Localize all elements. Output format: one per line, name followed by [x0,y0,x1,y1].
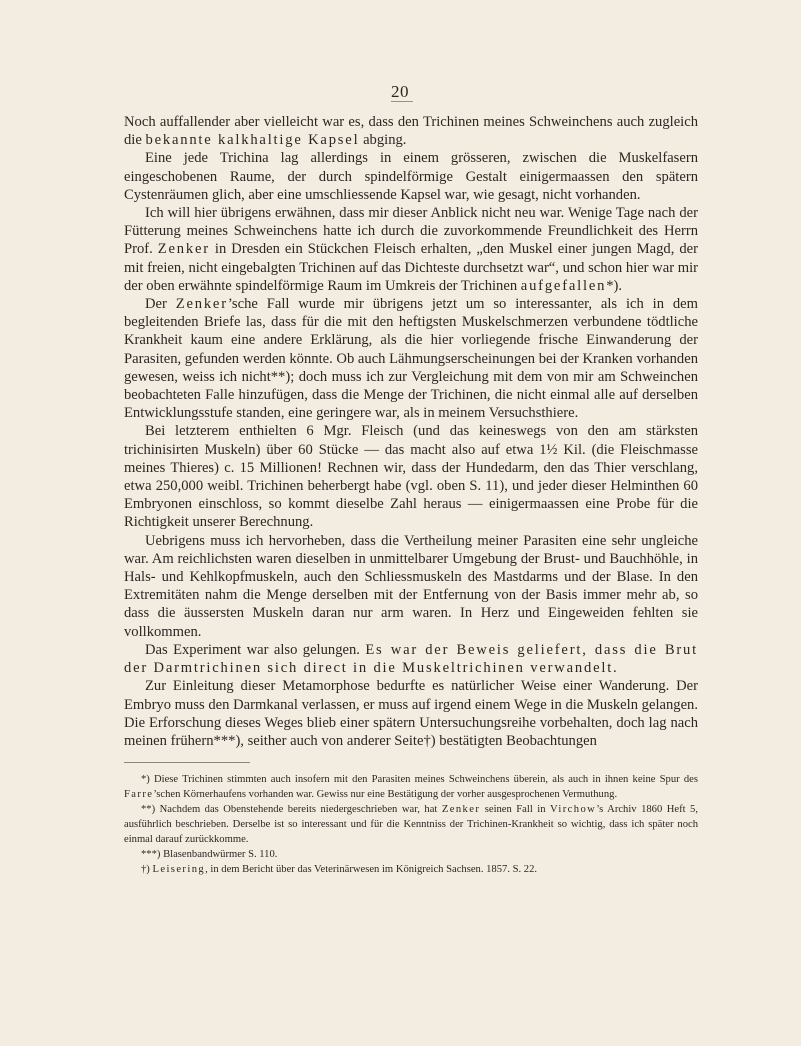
footnote [124,802,698,847]
footnote-spaced-text: Leisering [152,864,206,875]
footnote-text: ’schen Körnerhaufens vorhanden war. Gewiss nur eine Bestätigung der vorher ausgesprochenen Vermuthung. [153,789,618,800]
body-text [124,113,698,750]
footnote-spaced-text: Virchow [549,804,597,815]
paragraph-spaced-text: Zenker [157,241,210,258]
footnote-text: ***) Blasenbandwürmer S. 110. [141,849,278,860]
paragraph [124,532,698,641]
page-number-underline [391,101,413,102]
paragraph-spaced-text: aufgefallen [520,277,607,294]
paragraph [124,149,698,204]
footnote [124,772,698,802]
footnote-text: **) Nachdem das Obenstehende bereits niedergeschrieben war, hat [141,804,442,815]
footnote-text: *) Diese Trichinen stimmten auch insofern mit den Parasiten meines Schweinchens überein, als auch in ihnen keine Spur des [141,774,698,785]
page-number: 20 [391,82,409,101]
footnotes [124,772,698,877]
footnote-text: , in dem Bericht über das Veterinärwesen im Königreich Sachsen. 1857. S. 22. [205,864,538,875]
footnote-separator [124,762,250,763]
paragraph-text: Ich will hier übrigens erwähnen, dass mir dieser Anblick nicht neu war. Wenige Tage nach der Fütterung meines Schweinchens hatte ich durch die zuvorkommende Freundlichkeit des Herrn Prof. [124,205,698,258]
paragraph-text: Noch auffallender aber vielleicht war es, dass den Trichinen meines Schweinchens auch zugleich die [124,114,698,149]
paragraph [124,204,698,295]
paragraph-text: Uebrigens muss ich hervorheben, dass die Vertheilung meiner Parasiten eine sehr ungleiche war. Am reichlichsten waren dieselben in unmittelbarer Umgebung der Brust- und Bauchhöhle, in Hals- und Kehlkopfmuskeln, auch den Schliessmuskeln des Mastdarms und der Blase. In den Extremitäten nahm die Menge derselben mit der Entfernung von der Basis immer mehr ab, so dass die äussersten Muskeln daran nur arm waren. In Herz und Eingeweiden fehlten sie vollkommen. [124,532,698,640]
footnote-spaced-text: Zenker [441,804,481,815]
paragraph [124,422,698,531]
paragraph [124,641,698,677]
paragraph-text: Zur Einleitung dieser Metamorphose bedurfte es natürlicher Weise einer Wanderung. Der Embryo muss den Darmkanal verlassen, er muss auf irgend einem Wege in die Muskeln gelangen. Die Erforschung dieses Weges blieb einer spätern Untersuchungsreihe vorbehalten, doch lag nach meinen frühern***), seither auch von anderer Seite†) bestätigten Beobachtungen [124,678,698,749]
footnote-spaced-text: Farre [124,789,154,800]
paragraph-text: *). [606,277,623,294]
paragraph [124,113,698,149]
paragraph-text: Bei letzterem enthielten 6 Mgr. Fleisch (und das keineswegs von den am stärksten trichinisirten Muskeln) über 60 Stücke — das macht also auf etwa 1½ Kil. (die Fleischmasse meines Thieres) c. 15 Millionen! Rechnen wir, dass der Hundedarm, den das Thier verschlang, etwa 250,000 weibl. Trichinen beherbergt habe (vgl. oben S. 11), und jeder dieser Helminthen 60 Embryonen einschloss, so kommt dieselbe Zahl heraus — einigermaassen eine Probe für die Richtigkeit unserer Berechnung. [124,423,698,531]
paragraph-text: Eine jede Trichina lag allerdings in einem grösseren, zwischen die Muskelfasern eingeschobenen Raume, der durch spindelförmige Gestalt einigermaassen den spätern Cystenräumen glich, aber eine umschliessende Kapsel war, wie gesagt, nicht vorhanden. [124,150,698,203]
footnote [124,847,698,862]
paragraph-text: ’sche Fall wurde mir übrigens jetzt um so interessanter, als ich in dem begleitenden Briefe las, dass für die mit den heftigsten Muskelschmerzen verbundene tödtliche Krankheit kaum eine andere Erklärung, als die hier vorliegende frische Einwanderung der Parasiten, gefunden werden könnte. Ob auch Lähmungserscheinungen bei der Kranken vorhanden gewesen, weiss ich nicht**); doch muss ich zur Vergleichung mit dem von mir am Schweinchen beobachteten Falle hinzufügen, dass die Menge der Trichinen, die nicht einmal alle auf derselben Entwicklungsstufe standen, eine geringere war, als in meinem Versuchsthiere. [124,296,698,422]
paragraph-text: abging. [359,132,407,149]
paragraph [124,677,698,750]
paragraph-spaced-text: Zenker [175,296,228,313]
paragraph [124,295,698,422]
paragraph-text: in Dresden ein Stückchen Fleisch erhalten, „den Muskel einer jungen Magd, der mit freien, nicht eingebalgten Trichinen auf das Dichteste durchsetzt war“, und schon hier war mir der oben erwähnte spindelförmige Raum im Umkreis der Trichinen [124,241,698,294]
paragraph-text: Der [145,296,176,313]
footnote-text: †) [141,864,153,875]
footnote-text: ’s Archiv 1860 Heft 5, ausführlich beschrieben. Derselbe ist so interessant und für die Kenntniss der Trichinen-Krankheit so wichtig, dass ich später noch einmal darauf zurückkomme. [124,804,698,845]
footnote [124,862,698,877]
paragraph-spaced-text: Es war der Beweis geliefert, dass die Brut der Darmtrichinen sich direct in die Muskeltrichinen verwandelt. [124,641,698,677]
footnote-text: seinen Fall in [480,804,550,815]
paragraph-text: Das Experiment war also gelungen. [145,641,366,658]
paragraph-spaced-text: bekannte kalkhaltige Kapsel [145,132,360,149]
